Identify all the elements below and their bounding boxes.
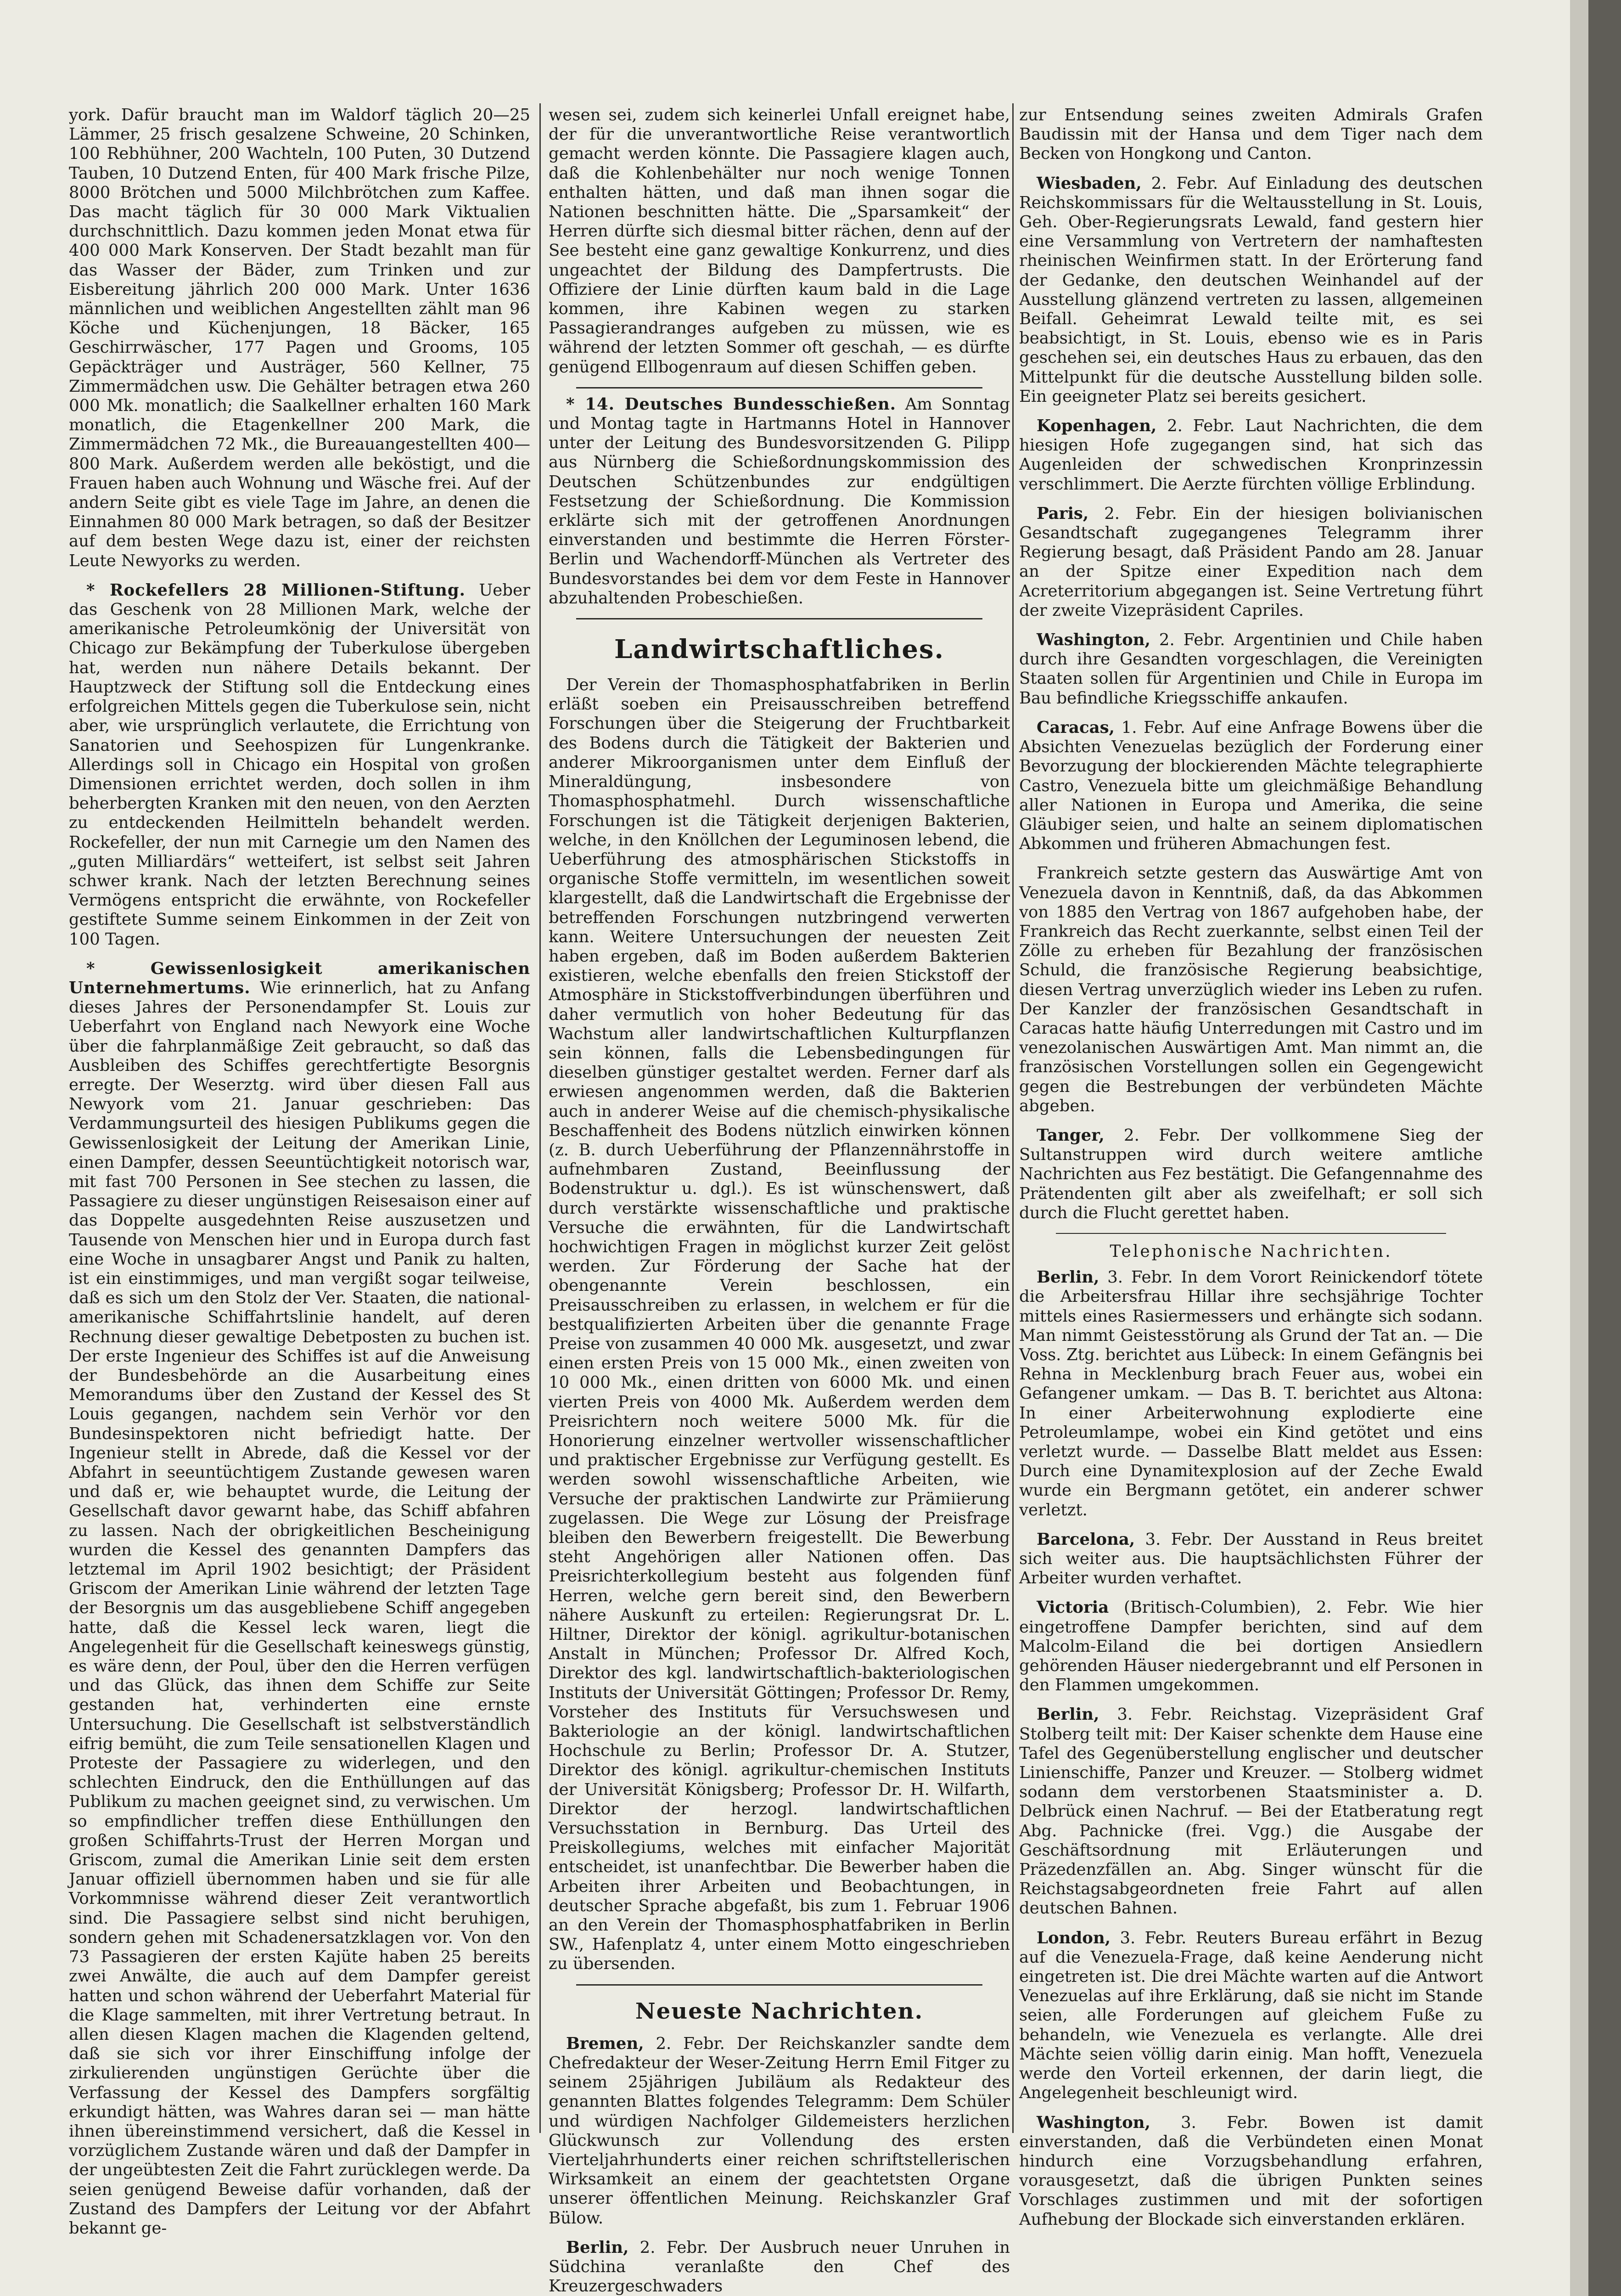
news-item — [1019, 504, 1483, 620]
dateline: Washington, — [1037, 2113, 1150, 2132]
news-item — [1019, 1598, 1483, 1695]
article-title: * 14. Deutsches Bundesschießen. — [566, 394, 896, 414]
news-item — [1019, 1929, 1483, 2103]
article — [549, 395, 1010, 608]
news-text: zur Entsendung seines zweiten Admirals Grafen Baudissin mit der Hansa und dem Tiger nach dem Becken von Hongkong und Canton. — [1019, 106, 1483, 163]
news-item — [549, 2034, 1010, 2228]
dateline: Caracas, — [1037, 718, 1115, 737]
news-text: 2. Febr. Der Ausbruch neuer Unruhen in Südchina veranlaßte den Chef des Kreuzergeschwaders — [549, 2238, 1010, 2296]
news-text: 2. Febr. Laut Nachrichten, die dem hiesigen Hofe zugegangen sind, hat sich das Augenleiden der schwedischen Kronprinzessin verschlimmert. Die Aerzte fürchten völlige Erblindung. — [1019, 416, 1483, 494]
section-heading: Neueste Nachrichten. — [635, 1998, 924, 2024]
news-item — [1019, 174, 1483, 406]
page-edge — [1570, 0, 1588, 2296]
news-text: 2. Febr. Argentinien und Chile haben durch ihre Gesandten vorgeschlagen, die Vereinigten Staaten sollen für Argentinien und Chile in Europa im Bau befindliche Kriegsschiffe ankaufen. — [1019, 630, 1483, 708]
news-text: 1. Febr. Auf eine Anfrage Bowens über die Absichten Venezuelas bezüglich der Forderung einer Bevorzugung der blockierenden Mächte telegraphierte Castro, Venezuela bitte um gleichmäßige Behandlung aller Nationen in Europa und Amerika, die seine Gläubiger seien, und halte an seinem diplomatischen Abkommen und früheren Abmachungen fest. — [1019, 718, 1483, 854]
dateline: Barcelona, — [1037, 1530, 1135, 1549]
column-rule — [539, 103, 541, 2133]
news-text: 2. Febr. Auf Einladung des deutschen Reichskommissars für die Weltausstellung in St. Louis, Geh. Ober-Regierungsrats Lewald, fand gestern hier eine Versammlung von Vertretern der namhaftesten rheinischen Weinfirmen statt. In der Erörterung fand der Gedanke, den deutschen Weinhandel auf der Ausstellung glänzend vertreten zu lassen, allgemeinen Beifall. Geheimrat Lewald teilte mit, es sei beabsichtigt, in St. Louis, ebenso wie es in Paris geschehen sei, ein deutsches Haus zu erbauen, das den Mittelpunkt für die deutsche Ausstellung bilden solle. Ein geeigneter Platz sei bereits gesichert. — [1019, 174, 1483, 406]
news-list — [1019, 1268, 1483, 2229]
news-item — [1019, 1268, 1483, 1520]
news-item — [1019, 718, 1483, 854]
dateline: Kopenhagen, — [1037, 416, 1157, 436]
dateline: Paris, — [1037, 504, 1089, 523]
article-text: york. Dafür braucht man im Waldorf täglich 20—25 Lämmer, 25 frisch gesalzene Schweine, 20 Schinken, 100 Rebhühner, 200 Wachteln, 100 Puten, 30 Dutzend Tauben, 10 Dutzend Enten, für 400 Mark frische Pilze, 8000 Brötchen und 5000 Milchbrötchen zum Kaffee. Das macht täglich für 30 000 Mark Viktualien durchschnittlich. Dazu kommen jeden Monat etwa für 400 000 Mark Konserven. Der Stadt bezahlt man für das Wasser der Bäder, zum Trinken und zur Eisbereitung jährlich 200 000 Mark. Unter 1636 männlichen und weiblichen Angestellten zählt man 96 Köche und Küchenjungen, 18 Bäcker, 165 Geschirrwäscher, 177 Pagen und Grooms, 105 Gepäckträger und Austräger, 560 Kellner, 75 Zimmermädchen usw. Die Gehälter betragen etwa 260 000 Mk. monatlich; die Saalkellner erhalten 160 Mark monatlich, die Etagenkellner 200 Mark, die Zimmermädchen 72 Mk., die Bureauangestellten 400—800 Mark. Außerdem werden alle beköstigt, und die Frauen haben auch Wohnung und Wäsche frei. Auf der andern Seite gibt es viele Tage im Jahre, an denen die Einnahmen 80 000 Mark betragen, so daß der Besitzer auf dem besten Wege dazu ist, einer der reichsten Leute Newyorks zu werden. — [69, 106, 530, 570]
news-text: 3. Febr. In dem Vorort Reinickendorf tötete die Arbeitersfrau Hillar ihre sechsjährige Tochter mittels eines Rasiermessers und erhängte sich sodann. Man nimmt Geistesstörung als Grund der Tat an. — Die Voss. Ztg. berichtet aus Lübeck: In einem Gefängnis bei Rehna in Mecklenburg brach Feuer aus, wobei ein Gefangener umkam. — Das B. T. berichtet aus Altona: In einer Arbeiterwohnung explodierte eine Petroleumlampe, wobei ein Kind getötet und eins verletzt wurde. — Dasselbe Blatt meldet aus Essen: Durch eine Dynamitexplosion auf der Zeche Ewald wurde ein Bergmann getötet, ein anderer schwer verletzt. — [1019, 1268, 1483, 1519]
divider — [1056, 1233, 1446, 1234]
dateline: London, — [1037, 1928, 1111, 1947]
dateline: Victoria — [1037, 1598, 1109, 1617]
news-text: (Britisch-Columbien), 2. Febr. Wie hier eingetroffene Dampfer berichten, sind auf dem Malcolm-Eiland die bei dortigen Ansiedlern gehörenden Häuser niedergebrannt und elf Personen in den Flammen umgekommen. — [1019, 1598, 1483, 1695]
article — [69, 581, 530, 949]
news-text: 3. Febr. Reuters Bureau erfährt in Bezug auf die Venezuela-Frage, daß keine Aenderung nicht eingetreten ist. Die drei Mächte warten auf die Antwort Venezuelas auf ihre Erklärung, daß sie nicht im Stande seien, alle Forderungen auf gleichem Fuße zu behandeln, wie Venezuela es verlangte. Alle drei Mächte seien völlig darin einig. Man hofft, Venezuela werde den Vorteil erkennen, der darin liegt, die Angelegenheit beschleunigt wird. — [1019, 1928, 1483, 2103]
news-item — [1019, 1705, 1483, 1918]
news-text: Frankreich setzte gestern das Auswärtige Amt von Venezuela davon in Kenntniß, daß, da das Abkommen von 1885 den Vertrag von 1867 aufgehoben habe, der Frankreich das Recht zuerkannte, selbst einen Teil der Zölle zu erheben für Bezahlung der französischen Schuld, die französische Regierung beabsichtige, diesen Vertrag unverzüglich wieder ins Leben zu rufen. Der Kanzler der französischen Gesandtschaft in Caracas hatte häufig Unterredungen mit Castro und im venezolanischen Auswärtigen Amt. Man nimmt an, die französischen Vorstellungen sollen ein Gegengewicht gegen die Bestrebungen der verbündeten Mächte abgeben. — [1019, 864, 1483, 1115]
news-item — [1019, 2113, 1483, 2229]
dateline: Berlin, — [1037, 1268, 1099, 1287]
article-text: wesen sei, zudem sich keinerlei Unfall ereignet habe, der für die unverantwortliche Reise verantwortlich gemacht werden könnte. Die Passagiere klagen auch, daß die Kohlenbehälter nur noch wenige Tonnen enthalten hätten, und daß man ihnen sogar die Nationen beschnitten hätte. Die „Sparsamkeit“ der Herren dürfte sich diesmal bitter rächen, denn auf der See besteht eine ganz gewaltige Konkurrenz, und dies ungeachtet der Bildung des Dampfertrusts. Die Offiziere der Linie dürften kaum bald in die Lage kommen, ihre Kabinen wegen zu starken Passagierandranges aufgeben zu müssen, wie es während der letzten Sommer oft geschah, — es dürfte genügend Ellbogenraum auf diesen Schiffen geben. — [549, 106, 1010, 377]
article — [69, 959, 530, 2238]
dateline: Wiesbaden, — [1037, 174, 1142, 193]
article — [549, 675, 1010, 1974]
dateline: Berlin, — [566, 2238, 629, 2257]
dateline: Bremen, — [566, 2034, 644, 2053]
article-title: * Gewissenlosigkeit amerikanischen Unternehmertums. — [69, 959, 530, 997]
divider — [576, 387, 982, 388]
news-item — [1019, 416, 1483, 494]
column-3 — [1019, 106, 1483, 2240]
article — [69, 106, 530, 571]
page-edge-shadow — [1588, 0, 1621, 2296]
news-text: 3. Febr. Reichstag. Vizepräsident Graf Stolberg teilt mit: Der Kaiser schenkte dem Hause eine Tafel des Gegenüberstellung englischer und deutscher Linienschiffe, Panzer und Kreuzer. — Stolberg widmet sodann dem verstorbenen Staatsminister a. D. Delbrück einen Nachruf. — Bei der Etatberatung regt Abg. Pachnicke (frei. Vgg.) die Ausgabe der Geschäftsordnung mit Erläuterungen und Präzedenzfällen an. Abg. Singer wünscht für die Reichstagsabgeordneten freie Fahrt auf allen deutschen Bahnen. — [1019, 1705, 1483, 1918]
news-item — [1019, 1530, 1483, 1588]
article-title: * Rockefellers 28 Millionen-Stiftung. — [86, 580, 466, 600]
dateline: Washington, — [1037, 630, 1150, 650]
dateline: Berlin, — [1037, 1705, 1099, 1724]
section-heading: Landwirtschaftliches. — [614, 634, 944, 665]
news-item — [549, 2238, 1010, 2296]
column-2 — [549, 106, 1010, 2296]
section-heading: Telephonische Nachrichten. — [1110, 1242, 1392, 1261]
article-text: Ueber das Geschenk von 28 Millionen Mark, welche der amerikanische Petroleumkönig der Universität von Chicago zur Bekämpfung der Tuberkulose übergeben hat, werden nun nähere Details bekannt. Der Hauptzweck der Stiftung soll die Entdeckung eines erfolgreichen Mittels gegen die Tuberkulose sein, nicht aber, wie ursprünglich verlautete, die Errichtung von Sanatorien und Seehospizen für Lungenkranke. Allerdings soll in Chicago ein Hospital von großen Dimensionen errichtet werden, doch sollen in ihm beherbergten Kranken mit den neuen, von den Aerzten zu entdeckenden Heilmitteln behandelt werden. Rockefeller, der nun mit Carnegie um den Namen des „guten Milliardärs“ wetteifert, ist selbst seit Jahren schwer krank. Nach der letzten Berechnung seines Vermögens entspricht die erwähnte, von Rockefeller gestiftete Summe seinem Einkommen in der Zeit von 100 Tagen. — [69, 580, 530, 949]
news-text: 3. Febr. Bowen ist damit einverstanden, daß die Verbündeten einen Monat hindurch eine Vorzugsbehandlung erfahren, vorausgesetzt, daß die übrigen Punkten seines Vorschlages zustimmen und mit der sofortigen Aufhebung der Blockade sich einverstanden erklären. — [1019, 2113, 1483, 2229]
divider — [576, 1984, 982, 1986]
article-text: Wie erinnerlich, hat zu Anfang dieses Jahres der Personendampfer St. Louis zur Ueberfahrt von England nach Newyork eine Woche über die fahrplanmäßige Zeit gebraucht, so daß das Ausbleiben des Schiffes gerechtfertigte Besorgnis erregte. Der Weserztg. wird über diesen Fall aus Newyork vom 21. Januar geschrieben: Das Verdammungsurteil des hiesigen Publikums gegen die Gewissenlosigkeit der Leitung der Amerikan Linie, einen Dampfer, dessen Seeuntüchtigkeit notorisch war, mit fast 700 Personen in See stechen zu lassen, die Passagiere zu dieser ungünstigen Reisesaison einer auf das Doppelte ausgedehnten Reise auszusetzen und Tausende von Menschen hier und in Europa durch fast eine Woche in unsagbarer Angst und Panik zu halten, ist ein einstimmiges, und man vergißt sogar teilweise, daß es sich um den Stolz der Ver. Staaten, die national-amerikanische Schiffahrtslinie handelt, auf deren Rechnung dieser gewaltige Debetposten zu buchen ist. Der erste Ingenieur des Schiffes ist auf die Anweisung der Bundesbehörde an die Ausarbeitung eines Memorandums über den Zustand der Kessel des St Louis gegangen, nachdem sein Verhör vor den Bundesinspektoren nicht befriedigt hatte. Der Ingenieur stellt in Abrede, daß die Kessel vor der Abfahrt in seeuntüchtigem Zustande gewesen waren und daß er, wie behauptet wurde, die Leitung der Gesellschaft davor gewarnt habe, das Schiff abfahren zu lassen. Nach der obrigkeitlichen Bescheinigung wurden die Kessel des genannten Dampfers das letztemal im April 1902 besichtigt; der Präsident Griscom der Amerikan Linie während der letzten Tage der Besorgnis um das ausgebliebene Schiff angegeben hatte, daß die Kessel leck waren, liegt die Angelegenheit für die Gesellschaft keineswegs günstig, es wäre denn, der Poul, über den die Herren verfügen und das Glück, das ihnen dem Schiffe zur Seite gestanden hat, verhinderten eine ernste Untersuchung. Die Gesellschaft ist selbstverständlich eifrig bemüht, die zum Teile sensationellen Klagen und Proteste der Passagiere zu widerlegen, und den schlechten Eindruck, den die Enthüllungen auf das Publikum zu machen geeignet sind, zu verwischen. Um so empfindlicher treffen diese Enthüllungen den großen Schiffahrts-Trust der Herren Morgan und Griscom, zumal die Amerikan Linie seit dem ersten Januar offiziell übernommen haben und sie für alle Vorkommnisse während dieser Zeit verantwortlich sind. Die Passagiere selbst sind nicht beruhigen, sondern gehen mit Schadenersatzklagen vor. Von den 73 Passagieren der ersten Kajüte haben 25 bereits zwei Anwälte, die auch auf dem Dampfer gereist hatten und schon während der Ueberfahrt Material für die Klage sammelten, mit ihrer Vertretung betraut. In allen diesen Klagen machen die Klagenden geltend, daß sie sich vor ihrer Einschiffung infolge der zirkulierenden ungünstigen Gerüchte über die Verfassung der Kessel des Dampfers sorgfältig erkundigt hätten, was Wahres daran sei — man hätte ihnen übereinstimmend versichert, daß die Kessel in vorzüglichem Zustande wären und daß der Dampfer in der ungeübtesten Zeit die Fahrt zurücklegen werde. Da seien genügend Beweise dafür vorhanden, daß der Zustand des Dampfers der Leitung vor der Abfahrt bekannt ge- — [69, 978, 531, 2238]
news-text: 2. Febr. Der Reichskanzler sandte dem Chefredakteur der Weser-Zeitung Herrn Emil Fitger zu seinem 25jährigen Jubiläum als Redakteur des genannten Blattes folgendes Telegramm: Dem Schüler und würdigen Nachfolger Gildemeisters herzlichen Glückwunsch zur Vollendung des ersten Vierteljahrhunderts einer reichen schriftstellerischen Wirksamkeit an einem der geachtetsten Organe unserer öffentlichen Meinung. Reichskanzler Graf Bülow. — [549, 2034, 1010, 2228]
divider — [576, 618, 982, 619]
news-item — [1019, 106, 1483, 164]
news-text: 2. Febr. Der vollkommene Sieg der Sultanstruppen wird durch weitere amtliche Nachrichten aus Fez bestätigt. Die Gefangennahme des Prätendenten gilt aber als zweifelhaft; er soll sich durch die Flucht gerettet haben. — [1019, 1125, 1483, 1222]
news-item — [1019, 630, 1483, 708]
column-rule — [1012, 103, 1014, 2133]
article-text: Der Verein der Thomasphosphatfabriken in Berlin erläßt soeben ein Preisausschreiben betreffend Forschungen über die Steigerung der Fruchtbarkeit des Bodens durch die Tätigkeit der Bakterien und anderer Mikroorganismen unter dem Einfluß der Mineraldüngung, insbesondere von Thomasphosphatmehl. Durch wissenschaftliche Forschungen ist die Tätigkeit derjenigen Bakterien, welche, in den Knöllchen der Leguminosen lebend, die Ueberführung des atmosphärischen Stickstoffs in organische Stoffe vermitteln, im wesentlichen soweit klargestellt, daß die Landwirtschaft die Ergebnisse der betreffenden Forschungen nutzbringend verwerten kann. Weitere Untersuchungen der neuesten Zeit haben ergeben, daß im Boden außerdem Bakterien existieren, welche ebenfalls den freien Stickstoff der Atmosphäre in Stickstoffverbindungen überführen und daher vermutlich von hoher Bedeutung für das Wachstum aller landwirtschaftlichen Kulturpflanzen sein können, falls die Lebensbedingungen für dieselben günstiger gestaltet werden. Ferner darf als erwiesen angenommen werden, daß die Bakterien auch in anderer Weise auf die chemisch-physikalische Beschaffenheit des Bodens nützlich einwirken können (z. B. durch Ueberführung der Pflanzennährstoffe in aufnehmbaren Zustand, Beeinflussung der Bodenstruktur u. dgl.). Es ist wünschenswert, daß durch verstärkte wissenschaftliche und praktische Versuche die erwähnten, für die Landwirtschaft hochwichtigen Fragen in möglichst kurzer Zeit gelöst werden. Zur Förderung der Sache hat der obengenannte Verein beschlossen, ein Preisausschreiben zu erlassen, in welchem er für die bestqualifizierten Arbeiten über die genannte Frage Preise von zusammen 40 000 Mk. ausgesetzt, und zwar einen ersten Preis von 15 000 Mk., einen zweiten von 10 000 Mk., einen dritten von 6000 Mk. und einen vierten Preis von 4000 Mk. Außerdem werden dem Preisrichtern noch weitere 5000 Mk. für die Honorierung einzelner wertvoller wissenschaftlicher und praktischer Ergebnisse zur Verfügung gestellt. Es werden sowohl wissenschaftliche Arbeiten, wie Versuche der praktischen Landwirte zur Prämiierung zugelassen. Die Wege zur Lösung der Preisfrage bleiben den Bewerbern freigestellt. Die Bewerbung steht Angehörigen aller Nationen offen. Das Preisrichterkollegium besteht aus folgenden fünf Herren, welche gern bereit sind, den Bewerbern nähere Auskunft zu erteilen: Regierungsrat Dr. L. Hiltner, Direktor der königl. agrikultur-botanischen Anstalt in München; Professor Dr. Alfred Koch, Direktor des kgl. landwirtschaftlich-bakteriologischen Instituts der Universität Göttingen; Professor Dr. Remy, Vorsteher des Instituts für Versuchswesen und Bakteriologie an der königl. landwirtschaftlichen Hochschule zu Berlin; Professor Dr. A. Stutzer, Direktor des königl. agrikultur-chemischen Instituts der Universität Königsberg; Professor Dr. H. Wilfarth, Direktor der herzogl. landwirtschaftlichen Versuchsstation in Bernburg. Das Urteil des Preiskollegiums, welches mit einfacher Majorität entscheidet, ist unanfechtbar. Die Bewerber haben die Arbeiten ihrer Arbeiten und Beobachtungen, in deutscher Sprache abgefaßt, bis zum 1. Februar 1906 an den Verein der Thomasphosphatfabriken in Berlin SW., Hafenplatz 4, unter einem Motto eingeschrieben zu übersenden. — [549, 675, 1010, 1974]
dateline: Tanger, — [1037, 1125, 1105, 1145]
news-list — [1019, 174, 1483, 1223]
news-item — [1019, 864, 1483, 1116]
article-text: Am Sonntag und Montag tagte in Hartmanns Hotel in Hannover unter der Leitung des Bundesvorsitzenden G. Pilipp aus Nürnberg die Schießordnungskommission des Deutschen Schützenbundes zur endgültigen Festsetzung der Schießordnung. Die Kommission erklärte sich mit der getroffenen Anordnungen einverstanden und bestimmte die Herren Förster-Berlin und Wachendorff-München als Vertreter des Bundesvorstandes bei dem vor dem Feste in Hannover abzuhaltenden Probeschießen. — [549, 394, 1010, 608]
column-1 — [69, 106, 530, 2248]
news-text: 2. Febr. Ein der hiesigen bolivianischen Gesandtschaft zugegangenes Telegramm ihrer Regierung besagt, daß Präsident Pando am 28. Januar an der Spitze einer Expedition nach dem Acreterritorium abgegangen ist. Seine Vertretung führt der zweite Vizepräsident Capriles. — [1019, 504, 1483, 620]
news-item — [1019, 1126, 1483, 1223]
news-text: 3. Febr. Der Ausstand in Reus breitet sich weiter aus. Die hauptsächlichsten Führer der Arbeiter wurden verhaftet. — [1019, 1530, 1483, 1588]
article — [549, 106, 1010, 377]
